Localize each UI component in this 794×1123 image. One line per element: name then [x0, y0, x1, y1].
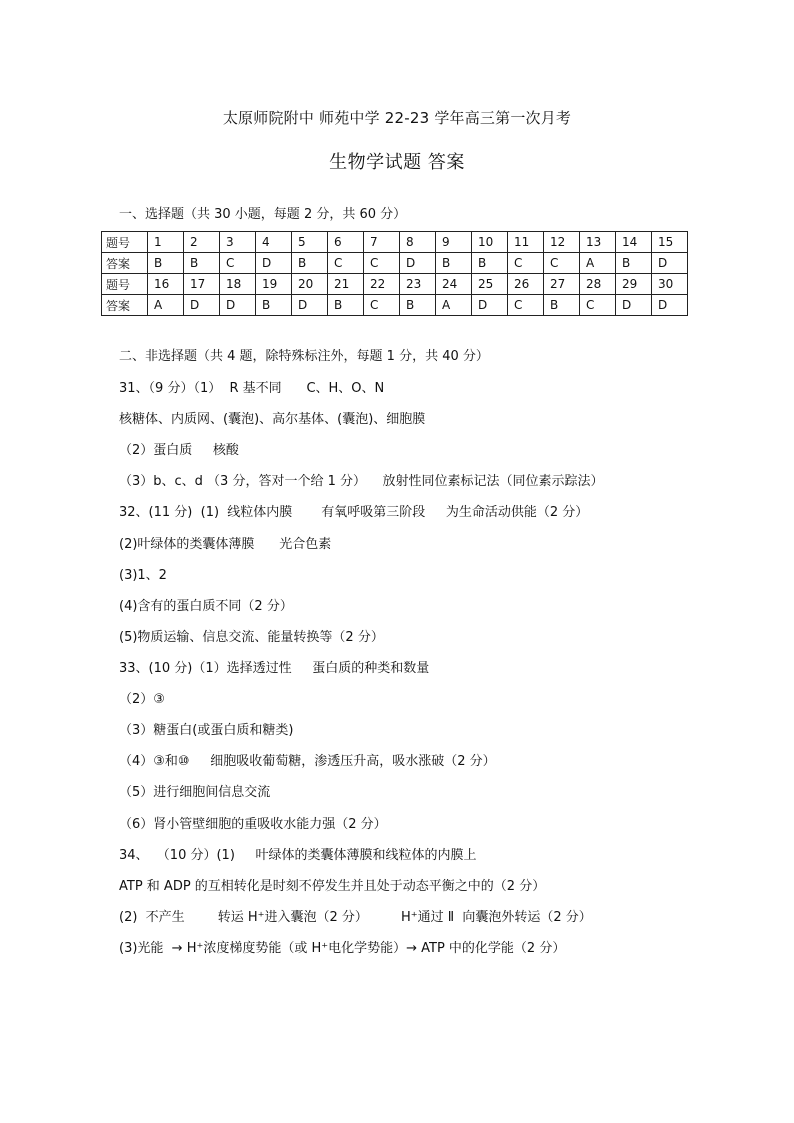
answer-cell: 16 [148, 274, 184, 295]
answer-cell: 1 [148, 232, 184, 253]
answer-table-row [102, 253, 688, 274]
section1-heading: 一、选择题（共 30 小题，每题 2 分，共 60 分） [119, 207, 407, 222]
answer-cell: C [544, 253, 580, 274]
answer-cell: 26 [508, 274, 544, 295]
section2-heading: 二、非选择题（共 4 题，除特殊标注外，每题 1 分，共 40 分） [119, 349, 489, 364]
answer-cell: 24 [436, 274, 472, 295]
answer-cell: 10 [472, 232, 508, 253]
answer-cell: D [472, 295, 508, 316]
answer-cell: 8 [400, 232, 436, 253]
answer-table-row [102, 295, 688, 316]
answer-cell: A [580, 253, 616, 274]
answer-line: (2) 不产生 转运 H⁺进入囊泡（2 分） H⁺通过 Ⅱ 向囊泡外转运（2 分） [119, 910, 592, 925]
answer-cell: C [328, 253, 364, 274]
answer-cell: 6 [328, 232, 364, 253]
answer-line: （2）③ [119, 692, 165, 707]
answer-cell: B [292, 253, 328, 274]
answer-cell: B [184, 253, 220, 274]
answer-line: 31、（9 分）（1） R 基不同 C、H、O、N [119, 381, 385, 396]
answer-table-row [102, 274, 688, 295]
answer-cell: 28 [580, 274, 616, 295]
answer-cell: 7 [364, 232, 400, 253]
answer-line: （2）蛋白质 核酸 [119, 443, 239, 458]
answer-cell: 13 [580, 232, 616, 253]
answer-cell: D [292, 295, 328, 316]
answer-line: （6）肾小管壁细胞的重吸收水能力强（2 分） [119, 817, 387, 832]
answer-cell: A [436, 295, 472, 316]
answer-line: （4）③和⑩ 细胞吸收葡萄糖，渗透压升高，吸水涨破（2 分） [119, 754, 496, 769]
answer-line: 33、(10 分)（1）选择透过性 蛋白质的种类和数量 [119, 661, 430, 676]
answer-cell: 30 [652, 274, 688, 295]
answer-cell: B [328, 295, 364, 316]
answer-cell: B [148, 253, 184, 274]
row-header-cell: 答案 [102, 253, 148, 274]
answer-cell: D [220, 295, 256, 316]
answer-cell: 11 [508, 232, 544, 253]
answer-cell: 15 [652, 232, 688, 253]
answer-cell: C [364, 253, 400, 274]
answer-cell: 18 [220, 274, 256, 295]
answer-cell: D [400, 253, 436, 274]
answer-cell: B [256, 295, 292, 316]
answer-cell: D [616, 295, 652, 316]
answer-cell: C [220, 253, 256, 274]
answer-cell: C [364, 295, 400, 316]
answer-cell: 9 [436, 232, 472, 253]
answer-cell: 29 [616, 274, 652, 295]
answer-cell: B [436, 253, 472, 274]
answer-line: （3）b、c、d （3 分，答对一个给 1 分） 放射性同位素标记法（同位素示踪法） [119, 474, 604, 489]
answer-table [101, 231, 688, 316]
answer-cell: 23 [400, 274, 436, 295]
page-title: 太原师院附中 师苑中学 22-23 学年高三第一次月考 [222, 109, 572, 127]
answer-cell: B [616, 253, 652, 274]
answer-cell: B [544, 295, 580, 316]
answer-line: (5)物质运输、信息交流、能量转换等（2 分） [119, 630, 384, 645]
answer-line: ATP 和 ADP 的互相转化是时刻不停发生并且处于动态平衡之中的（2 分） [119, 879, 546, 894]
answer-cell: D [184, 295, 220, 316]
answer-cell: A [148, 295, 184, 316]
answer-line: 32、(11 分) (1) 线粒体内膜 有氧呼吸第三阶段 为生命活动供能（2 分） [119, 505, 589, 520]
answer-cell: C [580, 295, 616, 316]
answer-cell: 4 [256, 232, 292, 253]
answer-line: 核糖体、内质网、(囊泡)、高尔基体、(囊泡)、细胞膜 [119, 412, 426, 427]
answer-cell: 14 [616, 232, 652, 253]
answer-cell: C [508, 253, 544, 274]
answer-cell: C [508, 295, 544, 316]
answer-cell: D [256, 253, 292, 274]
answer-line: (4)含有的蛋白质不同（2 分） [119, 599, 293, 614]
answer-cell: B [400, 295, 436, 316]
answer-cell: 19 [256, 274, 292, 295]
page-subtitle: 生物学试题 答案 [329, 152, 465, 173]
answer-cell: D [652, 295, 688, 316]
answer-cell: 27 [544, 274, 580, 295]
answer-cell: 3 [220, 232, 256, 253]
answer-cell: 5 [292, 232, 328, 253]
answer-line: (3)1、2 [119, 568, 167, 583]
answer-cell: D [652, 253, 688, 274]
answer-cell: 25 [472, 274, 508, 295]
row-header-cell: 答案 [102, 295, 148, 316]
answer-cell: 12 [544, 232, 580, 253]
row-header-cell: 题号 [102, 274, 148, 295]
answer-line: (3)光能 → H⁺浓度梯度势能（或 H⁺电化学势能）→ ATP 中的化学能（2 分） [119, 941, 566, 956]
answer-cell: 22 [364, 274, 400, 295]
answer-cell: 20 [292, 274, 328, 295]
row-header-cell: 题号 [102, 232, 148, 253]
answer-cell: 17 [184, 274, 220, 295]
answer-table-row [102, 232, 688, 253]
answer-cell: 21 [328, 274, 364, 295]
answer-cell: B [472, 253, 508, 274]
answer-cell: 2 [184, 232, 220, 253]
answer-line: （3）糖蛋白(或蛋白质和糖类) [119, 723, 294, 738]
answer-line: （5）进行细胞间信息交流 [119, 785, 271, 800]
answer-line: (2)叶绿体的类囊体薄膜 光合色素 [119, 537, 332, 552]
answer-line: 34、 （10 分）(1) 叶绿体的类囊体薄膜和线粒体的内膜上 [119, 848, 477, 863]
